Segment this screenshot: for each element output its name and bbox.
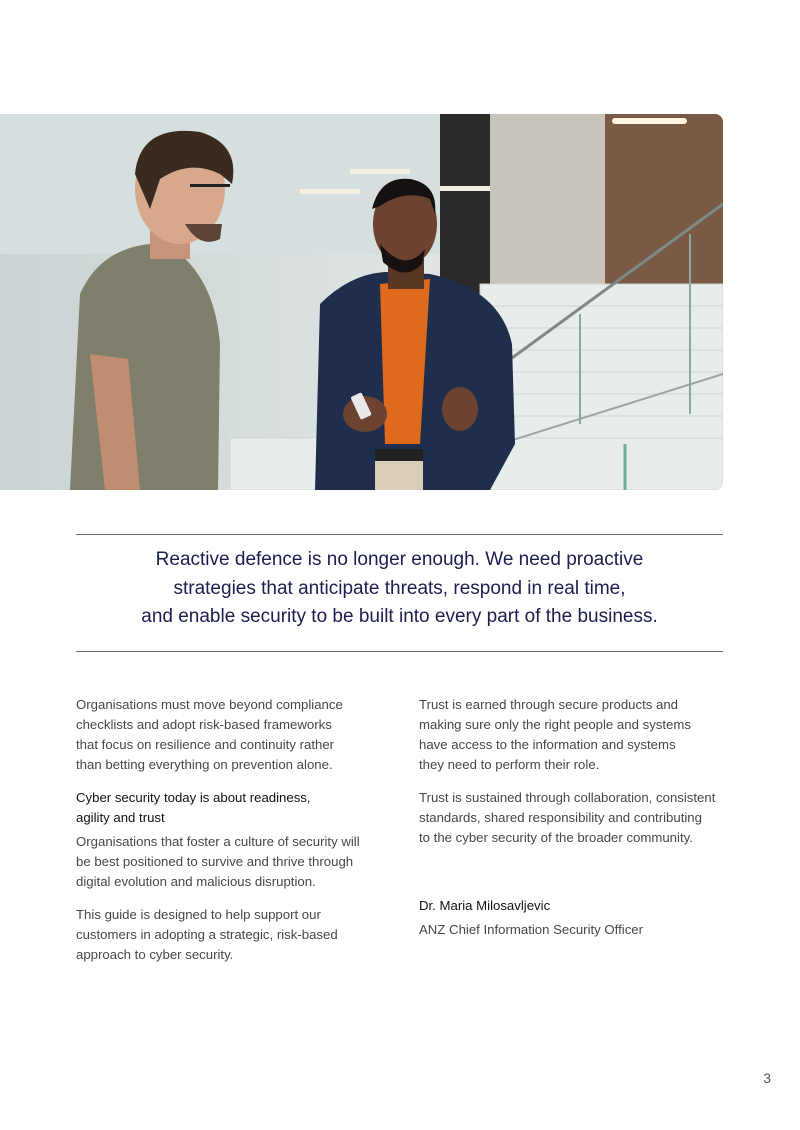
quote-line: Reactive defence is no longer enough. We need proactive [155,549,644,570]
text-line: than betting everything on prevention alone. [76,757,333,772]
text-line: checklists and adopt risk-based frameworks [76,717,332,732]
quote-rule-top [76,534,723,535]
text-line: to the cyber security of the broader community. [419,830,693,845]
body-paragraph [76,905,386,965]
text-line: be best positioned to survive and thrive through [76,854,354,869]
text-line: approach to cyber security. [76,947,234,962]
quote-rule-bottom [76,651,723,652]
hero-photo-illustration [0,114,723,490]
body-paragraph [76,695,386,775]
page-number: 3 [763,1070,771,1086]
text-line: they need to perform their role. [419,757,600,772]
body-paragraph [419,788,739,848]
right-column [419,695,739,861]
text-line: standards, shared responsibility and contributing [419,810,702,825]
text-line: digital evolution and malicious disruption. [76,874,316,889]
quote-line: and enable security to be built into every part of the business. [141,606,658,627]
text-line: that focus on resilience and continuity rather [76,737,335,752]
subheading [76,788,386,828]
signature-title: ANZ Chief Information Security Officer [419,922,644,937]
text-line: Organisations must move beyond compliance [76,697,343,712]
hero-photo [0,114,723,490]
signature-name: Dr. Maria Milosavljevic [419,898,551,913]
quote-line: strategies that anticipate threats, respond in real time, [173,577,626,599]
text-line: have access to the information and systems [419,737,676,752]
text-line: Organisations that foster a culture of security will [76,834,360,849]
pull-quote [76,546,723,632]
text-line: making sure only the right people and systems [419,717,691,732]
text-line: customers in adopting a strategic, risk-based [76,927,338,942]
text-line: Trust is sustained through collaboration, consistent [419,790,716,805]
body-paragraph [76,832,386,892]
text-line: Trust is earned through secure products and [419,697,679,712]
text-line: agility and trust [76,810,165,825]
left-column [76,695,386,978]
text-line: This guide is designed to help support our [76,907,321,922]
body-paragraph [419,695,739,775]
text-line: Cyber security today is about readiness, [76,790,311,805]
